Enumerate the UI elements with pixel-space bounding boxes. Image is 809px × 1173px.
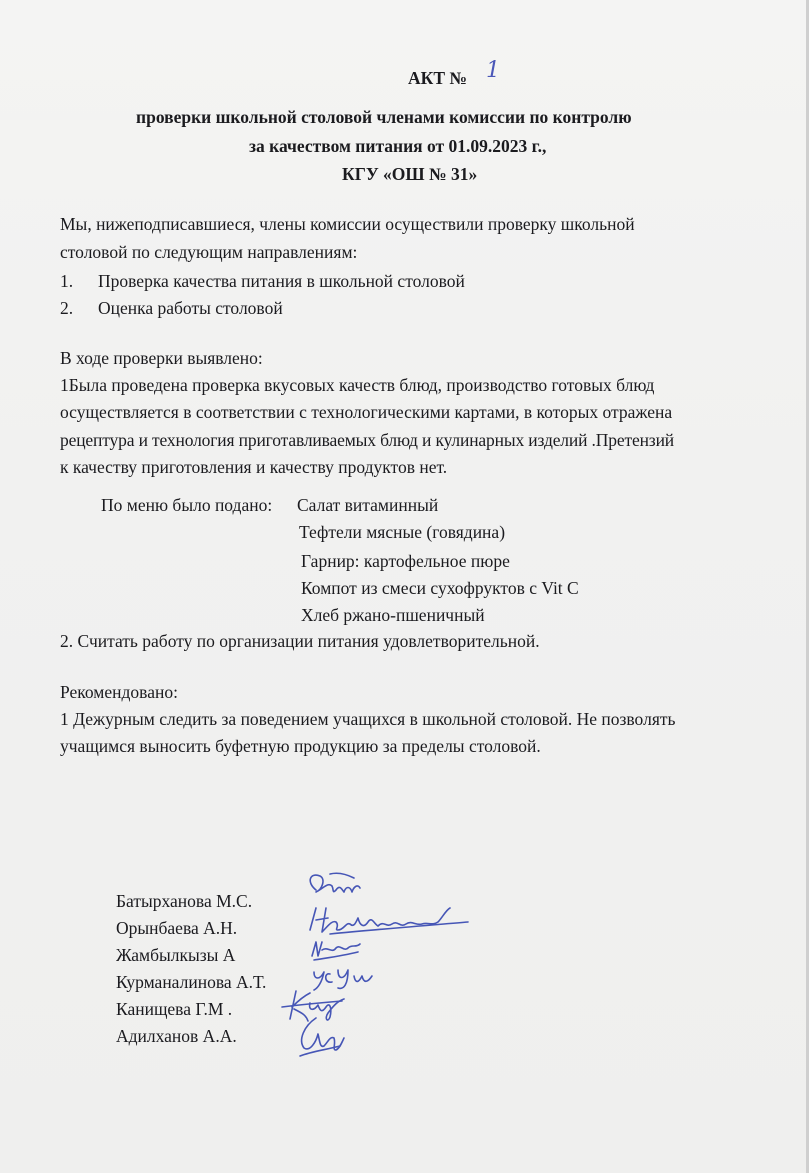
recommendation-line-1: 1 Дежурным следить за поведением учащихся в школьной столовой. Не позволять bbox=[60, 709, 676, 729]
menu-item: Салат витаминный bbox=[297, 495, 439, 515]
signatory-name: Канищева Г.М . bbox=[116, 999, 233, 1019]
menu-item: Компот из смеси сухофруктов с Vit C bbox=[301, 578, 579, 598]
intro-line-1: Мы, нижеподписавшиеся, члены комиссии осуществили проверку школьной bbox=[60, 214, 635, 234]
act-number-handwritten: 1 bbox=[486, 58, 500, 83]
signatory-name: Курманалинова А.Т. bbox=[116, 972, 267, 992]
conclusion-line: 2. Считать работу по организации питания удовлетворительной. bbox=[60, 631, 540, 651]
signatory-name: Адилханов А.А. bbox=[116, 1026, 237, 1046]
direction-number-1: 1. bbox=[60, 271, 74, 291]
signatory-name: Орынбаева А.Н. bbox=[116, 918, 238, 938]
findings-line-4: к качеству приготовления и качеству продуктов нет. bbox=[60, 457, 448, 477]
direction-number-2: 2. bbox=[60, 298, 74, 318]
findings-line-1: 1Была проведена проверка вкусовых качеств блюд, производство готовых блюд bbox=[60, 375, 655, 395]
menu-item: Хлеб ржано-пшеничный bbox=[301, 605, 485, 625]
direction-text-1: Проверка качества питания в школьной столовой bbox=[98, 271, 465, 291]
intro-line-2: столовой по следующим направлениям: bbox=[60, 242, 358, 262]
signatory-name: Батырханова М.С. bbox=[116, 891, 253, 911]
findings-line-3: рецептура и технология приготавливаемых блюд и кулинарных изделий .Претензий bbox=[60, 430, 675, 450]
signature-adilkhanov bbox=[290, 1012, 350, 1062]
signature-orynbaeva bbox=[300, 900, 470, 940]
subtitle-line-3: КГУ «ОШ № 31» bbox=[342, 164, 478, 184]
subtitle-line-1: проверки школьной столовой членами комиссии по контролю bbox=[136, 107, 632, 127]
menu-item: Гарнир: картофельное пюре bbox=[301, 551, 510, 571]
act-title: АКТ № bbox=[408, 68, 467, 88]
menu-item: Тефтели мясные (говядина) bbox=[299, 522, 506, 542]
direction-text-2: Оценка работы столовой bbox=[98, 298, 283, 318]
findings-line-2: осуществляется в соответствии с технологическими картами, в которых отражена bbox=[60, 402, 673, 422]
findings-heading: В ходе проверки выявлено: bbox=[60, 348, 263, 368]
subtitle-line-2: за качеством питания от 01.09.2023 г., bbox=[249, 136, 547, 156]
menu-label: По меню было подано: bbox=[101, 495, 273, 515]
signatory-name: Жамбылкызы А bbox=[116, 945, 236, 965]
recommendations-heading: Рекомендовано: bbox=[60, 682, 178, 702]
recommendation-line-2: учащимся выносить буфетную продукцию за пределы столовой. bbox=[60, 736, 541, 756]
